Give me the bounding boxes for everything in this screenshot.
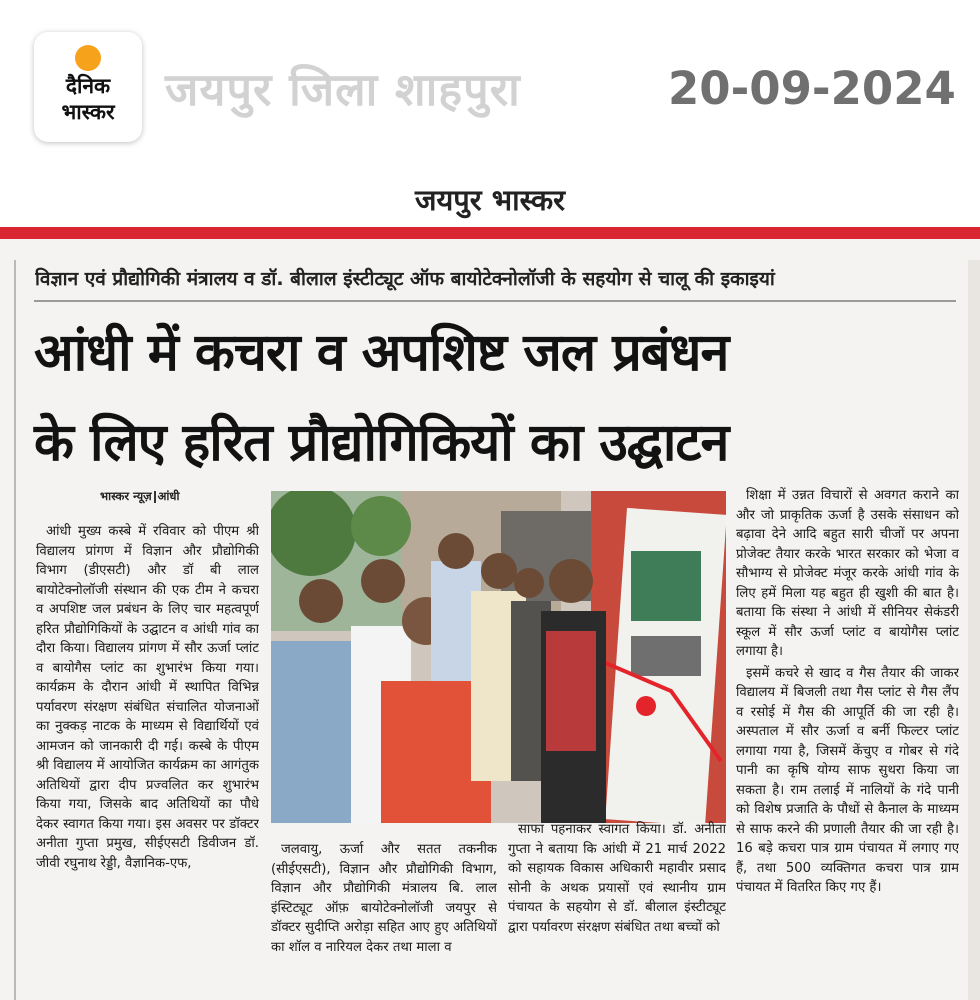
logo-text-line2: भास्कर [61, 100, 115, 124]
article-column-3 [508, 820, 726, 995]
column-2-text: जलवायु, ऊर्जा और सतत तकनीक (सीईएसटी), विज्ञान और प्रौद्योगिकी विभाग, विज्ञान और प्रौद्योगिकी मंत्रालय बि. लाल इंस्टिट्यूट ऑफ़ बायोटेक्नोलॉजी जयपुर से डॉक्टर सुदीप्ति अरोड़ा सहित आए हुए अतिथियों का शॉल व नारियल देकर तथा माला व [271, 842, 497, 955]
inauguration-photo [271, 491, 726, 823]
article-column-2 [271, 840, 497, 995]
column-4-paragraph-1: शिक्षा में उन्नत विचारों से अवगत कराने का और जो प्राकृतिक ऊर्जा है उसके संसाधन को बढ़ावा देने आदि बहुत सारी चीजों पर अपना प्रोजेक्ट तैयार करके भारत सरकार को भेजा व सौभाग्य से प्रोजेक्ट मंजूर करके आंधी गांव के लिए हमें मिला यह बहुत ही खुशी की बात है। बताया कि संस्था ने आंधी में सीनियर सेकंडरी स्कूल में सौर ऊर्जा प्लांट व बायोगैस प्लांट लगाया है। [736, 488, 959, 659]
byline-place: आंधी [157, 489, 180, 503]
headline-line-1: आंधी में कचरा व अपशिष्ट जल प्रबंधन [34, 323, 729, 383]
logo-text-line1: दैनिक [65, 74, 111, 98]
district-title: जयपुर जिला शाहपुरा [165, 63, 521, 116]
header-bar [0, 0, 980, 230]
column-4-paragraph-2: इसमें कचरे से खाद व गैस तैयार की जाकर विद्यालय में बिजली तथा गैस प्लांट से गैस लैंप व रसोई में गैस की आपूर्ति की जा रही है। अस्पताल में सौर ऊर्जा व बर्नी फिल्टर प्लांट लगाया गया है, जिसमें केंचुए व गोबर से गंदे पानी का कृषि योग्य साफ सुथरा किया जा सकता है। राम तलाई में नालियों के गंदे पानी को विशेष प्रजाति के पौधों से कैनाल के माध्यम से साफ करने की प्रणाली तैयार की जा रही है। 16 बड़े कचरा पात्र ग्राम पंचायत में लगाए गए हैं, तथा 500 व्यक्तिगत कचरा पात्र ग्राम पंचायत में वितरित किए गए हैं। [736, 665, 959, 895]
byline-separator [154, 491, 156, 503]
edition-name: जयपुर भास्कर [414, 183, 566, 217]
newspaper-logo[interactable] [34, 32, 142, 142]
byline-source: भास्कर न्यूज़ [100, 489, 152, 503]
headline-line-2: के लिए हरित प्रौद्योगिकियों का उद्घाटन [34, 413, 729, 473]
column-rule [14, 260, 16, 1000]
red-divider [0, 227, 980, 239]
article-photo [271, 491, 726, 823]
column-3-text: साफा पहनाकर स्वागत किया। डॉ. अनीता गुप्ता ने बताया कि आंधी में 21 मार्च 2022 को सहायक विकास अधिकारी महावीर प्रसाद सोनी के अथक प्रयासों एवं स्थानीय ग्राम पंचायत के सहयोग से डॉ. बीलाल इंस्टीट्यूट द्वारा पर्यावरण संरक्षण संबंधित तथा बच्चों को [508, 822, 726, 935]
kicker-rule [34, 300, 956, 302]
article-column-1 [36, 522, 259, 992]
article-kicker: विज्ञान एवं प्रौद्योगिकी मंत्रालय व डॉ. बीलाल इंस्टीट्यूट ऑफ बायोटेक्नोलॉजी के सहयोग से चालू की इकाइयां [35, 268, 775, 290]
clipping-edge [968, 260, 980, 1000]
publication-date: 20-09-2024 [668, 62, 956, 115]
byline [100, 489, 179, 504]
sun-icon [75, 45, 101, 71]
article-column-4 [736, 486, 959, 994]
column-1-text: आंधी मुख्य कस्बे में रविवार को पीएम श्री विद्यालय प्रांगण में विज्ञान और प्रौद्योगिकी विभाग (डीएसटी) और डॉ बी लाल बायोटेक्नोलॉजी संस्थान की एक टीम ने कचरा व अपशिष्ट जल प्रबंधन के लिए चार महत्वपूर्ण हरित प्रौद्योगिकियों के उद्घाटन व आंधी गांव का दौरा किया। विद्यालय प्रांगण में सौर ऊर्जा प्लांट व बायोगैस प्लांट का शुभारंभ किया गया। कार्यक्रम के दौरान आंधी में स्थापित विभिन्न पर्यावरण संरक्षण संबंधित संचालित योजनाओं का नुक्कड़ नाटक के माध्यम से विद्यार्थियों एवं आमजन को जानकारी दी गई। कस्बे के पीएम श्री विद्यालय में आयोजित कार्यक्रम का आगंतुक अतिथियों द्वारा दीप प्रज्वलित कर शुभारंभ किया गया, जिसके बाद अतिथियों का पौधे देकर स्वागत किया गया। इस अवसर पर डॉक्टर अनीता गुप्ता प्रमुख, सीईएसटी डिवीजन डॉ. जीवी रघुनाथ रेड्डी, वैज्ञानिक-एफ, [36, 524, 259, 871]
